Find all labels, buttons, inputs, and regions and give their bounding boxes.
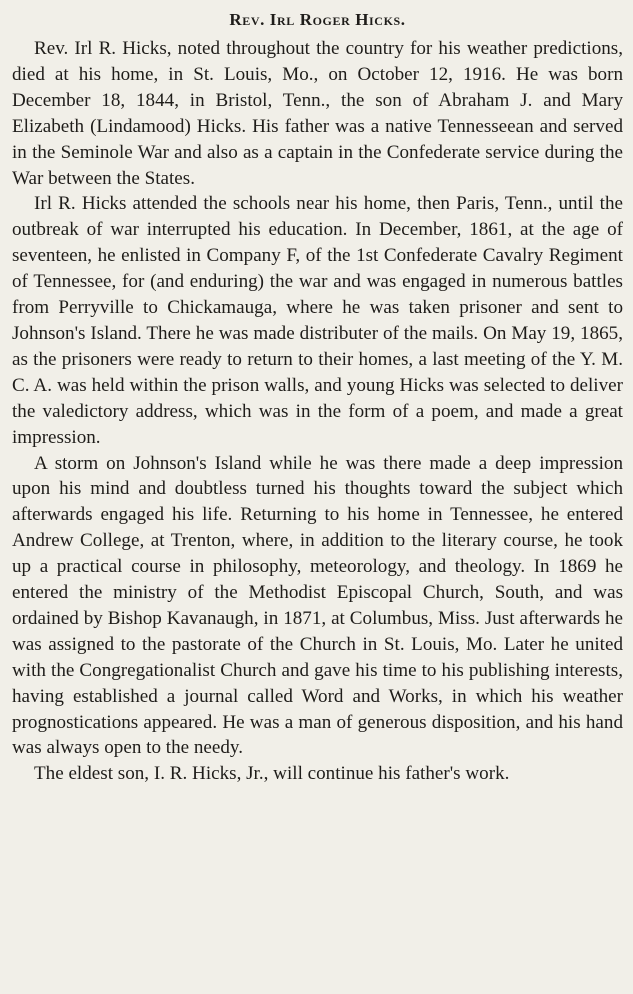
paragraph-4: The eldest son, I. R. Hicks, Jr., will continue his father's work. [34, 763, 510, 785]
paragraph-3: A storm on Johnson's Island while he was there made a deep impression upon his mind and doubtless turned his thoughts toward the subject which afterwards engaged his life. Returning to his home in Tennessee, he entered Andrew College, at Trenton, where, in addition to the literary course, he took up a practical course in philosophy, meteorology, and theology. In 1869 he entered the ministry of the Methodist Episcopal Church, South, and was ordained by Bishop Kavanaugh, in 1871, at Columbus, Miss. Just afterwards he was assigned to the pastorate of the Church in St. Louis, Mo. Later he united with the Congregationalist Church and gave his time to his publishing interests, having established a journal called Word and Works, in which his weather prognostications appeared. He was a man of generous disposition, and his hand was always open to the needy. [12, 452, 623, 759]
article-body [12, 36, 623, 787]
article-title: Rev. Irl Roger Hicks. [229, 10, 406, 29]
paragraph-1: Rev. Irl R. Hicks, noted throughout the country for his weather predictions, died at his home, in St. Louis, Mo., on October 12, 1916. He was born December 18, 1844, in Bristol, Tenn., the son of Abraham J. and Mary Elizabeth (Lindamood) Hicks. His father was a native Tennesseean and served in the Seminole War and also as a captain in the Confederate service during the War between the States. [12, 38, 623, 189]
paragraph-2: Irl R. Hicks attended the schools near his home, then Paris, Tenn., until the outbreak of war interrupted his education. In December, 1861, at the age of seventeen, he enlisted in Company F, of the 1st Confederate Cavalry Regiment of Tennessee, for (and enduring) the war and was engaged in numerous battles from Perryville to Chickamauga, where he was taken prisoner and sent to Johnson's Island. There he was made distributer of the mails. On May 19, 1865, as the prisoners were ready to return to their homes, a last meeting of the Y. M. C. A. was held within the prison walls, and young Hicks was selected to deliver the valedictory address, which was in the form of a poem, and made a great impression. [12, 193, 623, 448]
